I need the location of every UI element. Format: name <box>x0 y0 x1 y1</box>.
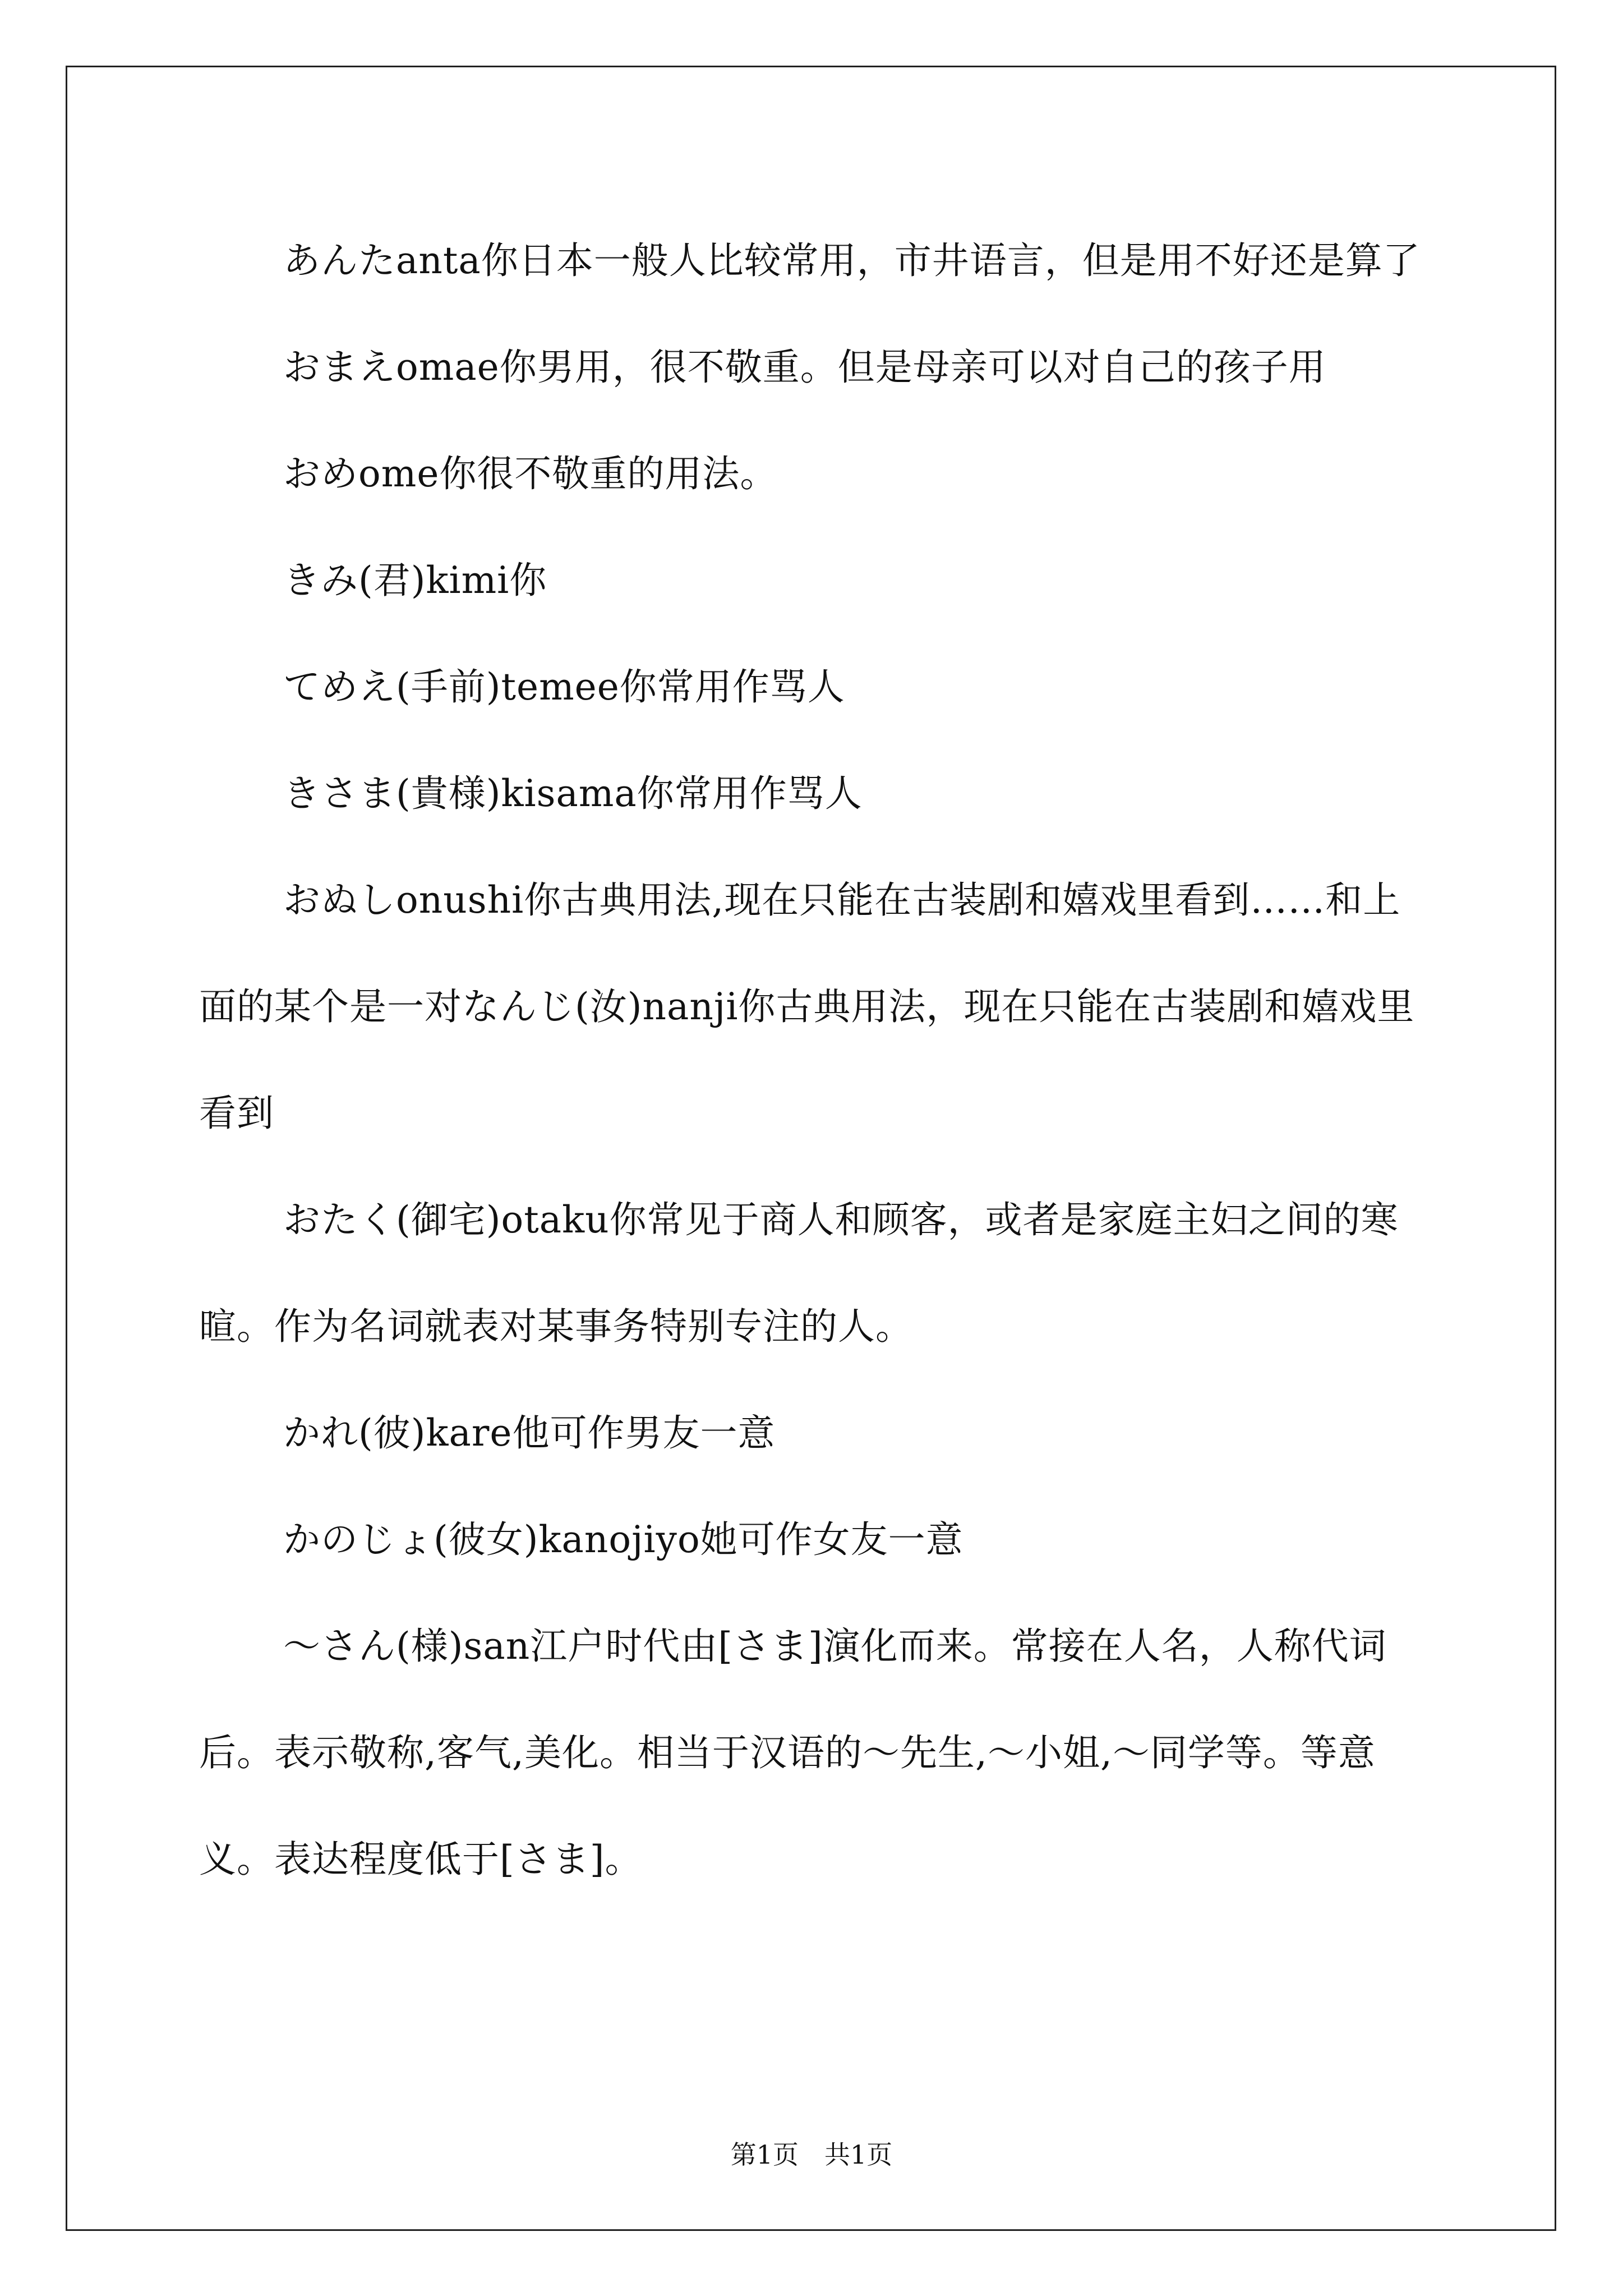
paragraph-san: ～さん(様)san江户时代由[さま]演化而来。常接在人名，人称代词后。表示敬称,客气,美化。相当于汉语的～先生,～小姐,～同学等。等意义。表达程度低于[さま]。 <box>199 1625 1387 1881</box>
paragraph-kimi: きみ(君)kimi你 <box>283 559 547 602</box>
paragraph-otaku: おたく(御宅)otaku你常见于商人和顾客，或者是家庭主妇之间的寒暄。作为名词就表对某事务特别专注的人。 <box>199 1198 1399 1348</box>
paragraph-onushi: おぬしonushi你古典用法,现在只能在古装剧和嬉戏里看到……和上面的某个是一对なんじ(汝)nanji你古典用法，现在只能在古装剧和嬉戏里看到 <box>199 878 1415 1135</box>
paragraph-anta: あんたanta你日本一般人比较常用，市井语言，但是用不好还是算了 <box>283 239 1421 282</box>
document-body <box>199 208 1433 1913</box>
page-number: 第1页 共1页 <box>730 2139 893 2170</box>
paragraph-kisama: きさま(貴様)kisama你常用作骂人 <box>283 772 863 815</box>
paragraph-ome: おめome你很不敬重的用法。 <box>283 452 778 495</box>
paragraph-kare: かれ(彼)kare他可作男友一意 <box>283 1411 776 1455</box>
paragraph-omae: おまえomae你男用，很不敬重。但是母亲可以对自己的孩子用 <box>283 346 1326 389</box>
paragraph-temee: てめえ(手前)temee你常用作骂人 <box>283 665 845 708</box>
paragraph-kanojo: かのじょ(彼女)kanojiyo她可作女友一意 <box>283 1518 963 1561</box>
